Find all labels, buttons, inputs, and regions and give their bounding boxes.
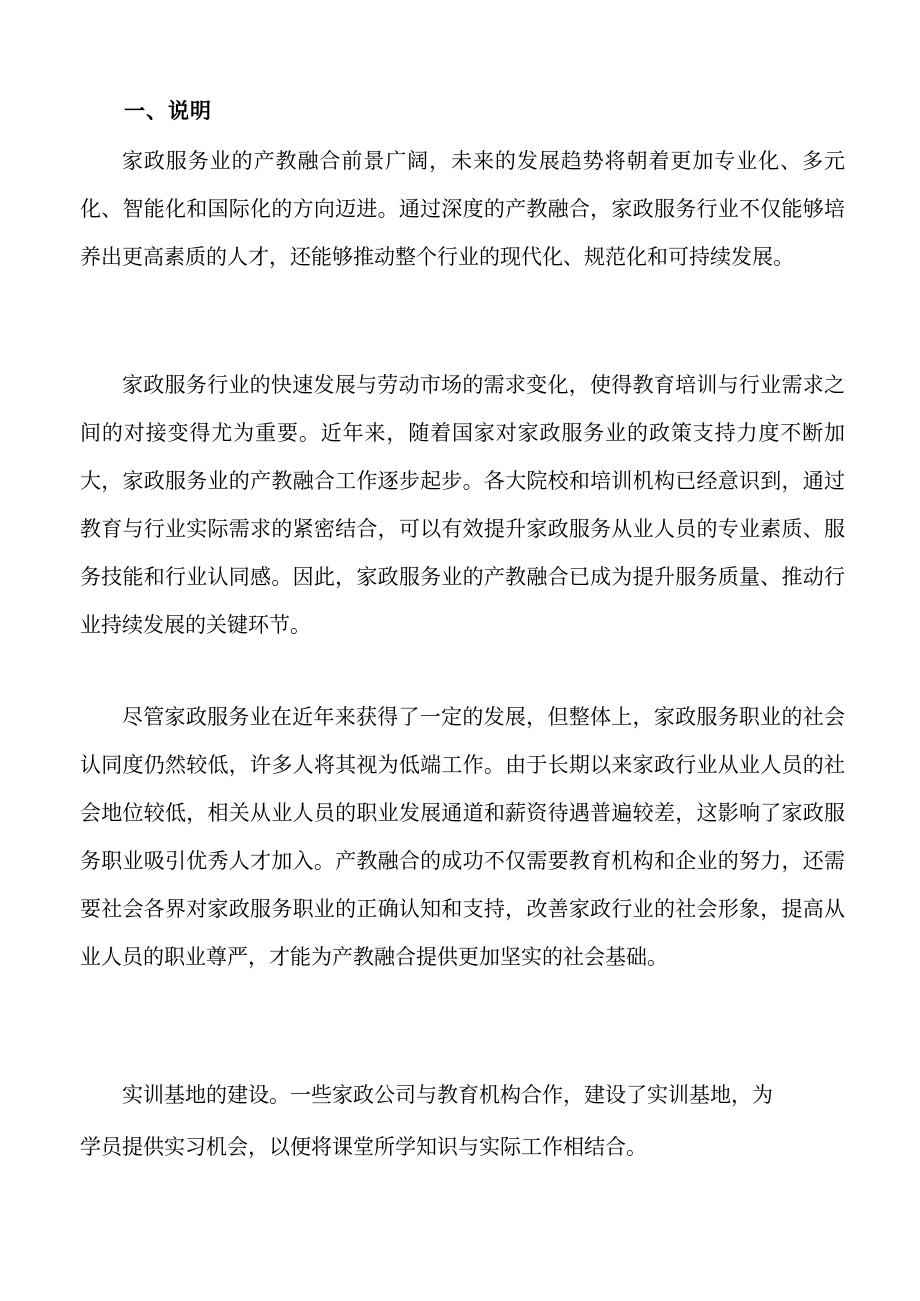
- paragraph-3: 尽管家政服务业在近年来获得了一定的发展，但整体上，家政服务职业的社会认同度仍然较低，许多人将其视为低端工作。由于长期以来家政行业从业人员的社会地位较低，相关从业人员的职业发展通道和薪资待遇普遍较差，这影响了家政服务职业吸引优秀人才加入。产教融合的成功不仅需要教育机构和企业的努力，还需要社会各界对家政服务职业的正确认知和支持，改善家政行业的社会形象，提高从业人员的职业尊严，才能为产教融合提供更加坚实的社会基础。: [80, 705, 845, 969]
- paragraph-1: 家政服务业的产教融合前景广阔，未来的发展趋势将朝着更加专业化、多元化、智能化和国际化的方向迈进。通过深度的产教融合，家政服务行业不仅能够培养出更高素质的人才，还能够推动整个行业的现代化、规范化和可持续发展。: [80, 149, 845, 269]
- paragraph-2: 家政服务行业的快速发展与劳动市场的需求变化，使得教育培训与行业需求之间的对接变得尤为重要。近年来，随着国家对家政服务业的政策支持力度不断加大，家政服务业的产教融合工作逐步起步。各大院校和培训机构已经意识到，通过教育与行业实际需求的紧密结合，可以有效提升家政服务从业人员的专业素质、服务技能和行业认同感。因此，家政服务业的产教融合已成为提升服务质量、推动行业持续发展的关键环节。: [80, 373, 845, 637]
- paragraph-4: 实训基地的建设。一些家政公司与教育机构合作，建设了实训基地，为学员提供实习机会，以便将课堂所学知识与实际工作相结合。: [80, 1083, 773, 1159]
- section-heading: 一、说明: [124, 98, 212, 123]
